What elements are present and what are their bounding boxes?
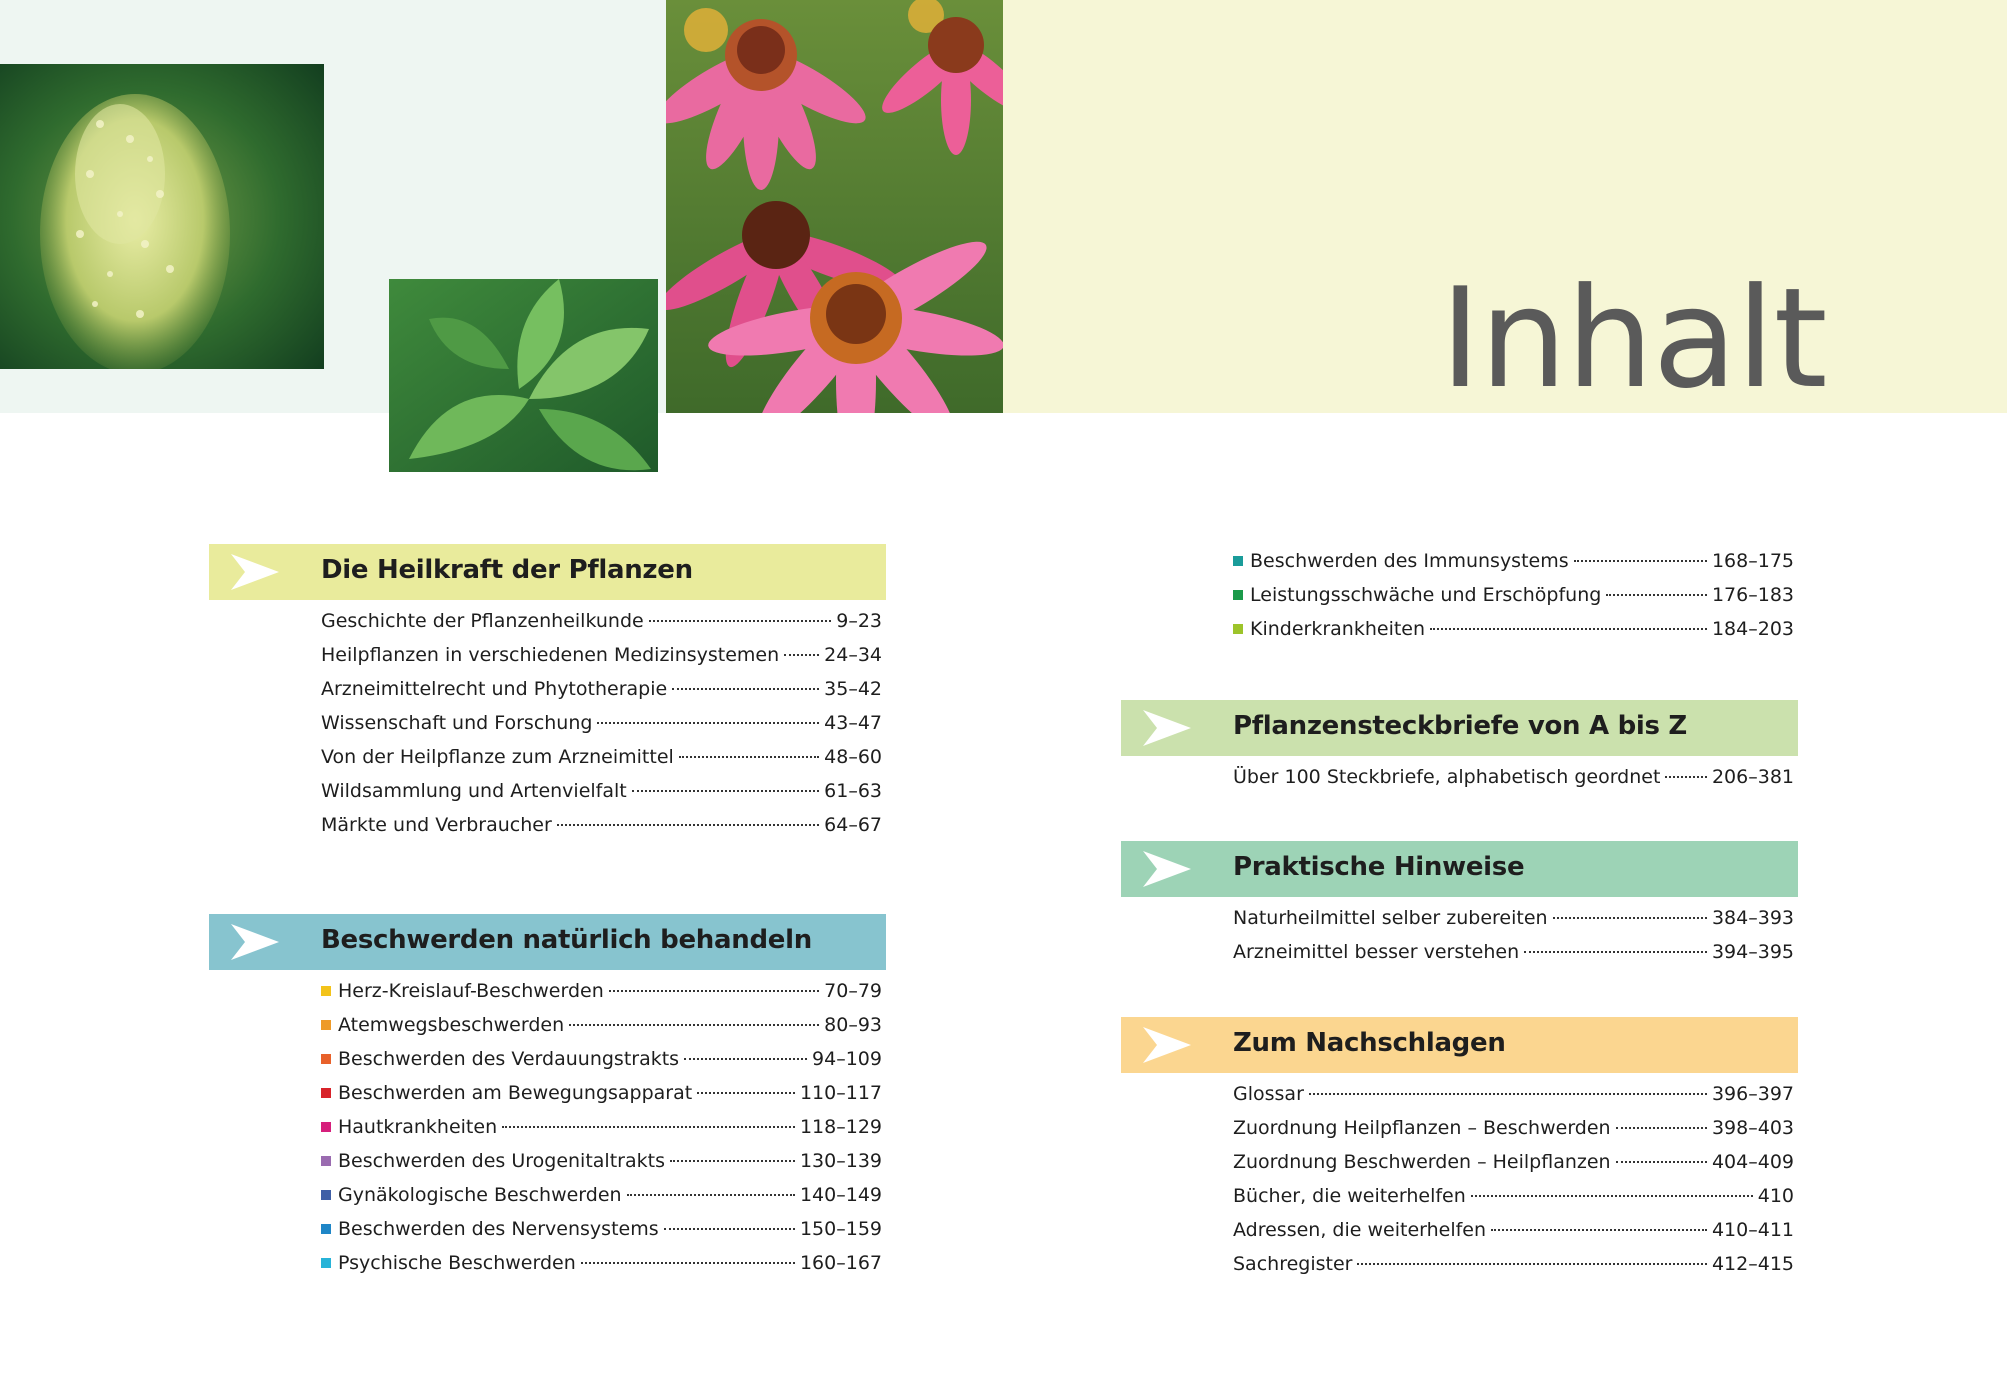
toc-entry[interactable]: Herz-Kreislauf-Beschwerden 70–79 (321, 980, 882, 1014)
color-bullet (321, 1156, 331, 1166)
toc-entry[interactable]: Heilpflanzen in verschiedenen Medizinsystemen 24–34 (321, 644, 882, 666)
color-bullet (1233, 590, 1243, 600)
toc-entry[interactable]: Hautkrankheiten 118–129 (321, 1116, 882, 1150)
toc-entry[interactable]: Arzneimittelrecht und Phytotherapie 35–42 (321, 678, 882, 700)
section-header (209, 914, 886, 970)
toc-list (1233, 550, 1794, 652)
toc-list (1233, 907, 1794, 975)
toc-entry[interactable]: Glossar 396–397 (1233, 1083, 1794, 1105)
toc-entry[interactable]: Kinderkrankheiten 184–203 (1233, 618, 1794, 652)
toc-entry[interactable]: Wildsammlung und Artenvielfalt 61–63 (321, 780, 882, 802)
section-nachschlagen (1121, 1017, 1798, 1287)
toc-entry[interactable]: Psychische Beschwerden 160–167 (321, 1252, 882, 1286)
toc-entry[interactable]: Bücher, die weiterhelfen 410 (1233, 1185, 1794, 1207)
section-praktische-hinweise (1121, 841, 1798, 975)
section-title: Praktische Hinweise (1233, 852, 1525, 882)
toc-entry[interactable]: Adressen, die weiterhelfen 410–411 (1233, 1219, 1794, 1241)
toc-entry[interactable]: Märkte und Verbraucher 64–67 (321, 814, 882, 836)
color-bullet (1233, 556, 1243, 566)
section-title: Beschwerden natürlich behandeln (321, 925, 812, 955)
toc-entry[interactable]: Gynäkologische Beschwerden 140–149 (321, 1184, 882, 1218)
section-header (1121, 1017, 1798, 1073)
arrow-icon (1143, 710, 1191, 746)
color-bullet (321, 1122, 331, 1132)
toc-entry[interactable]: Zuordnung Beschwerden – Heilpflanzen 404–409 (1233, 1151, 1794, 1173)
toc-entry[interactable]: Beschwerden des Immunsystems 168–175 (1233, 550, 1794, 584)
toc-entry[interactable]: Beschwerden des Urogenitaltrakts 130–139 (321, 1150, 882, 1184)
arrow-icon (1143, 851, 1191, 887)
color-bullet (321, 986, 331, 996)
toc-entry[interactable]: Leistungsschwäche und Erschöpfung 176–183 (1233, 584, 1794, 618)
toc-entry[interactable]: Arzneimittel besser verstehen 394–395 (1233, 941, 1794, 963)
section-header (1121, 700, 1798, 756)
color-bullet (321, 1020, 331, 1030)
color-bullet (321, 1088, 331, 1098)
toc-entry[interactable]: Über 100 Steckbriefe, alphabetisch geordnet 206–381 (1233, 766, 1794, 788)
toc-entry[interactable]: Atemwegsbeschwerden 80–93 (321, 1014, 882, 1048)
color-bullet (321, 1190, 331, 1200)
toc-entry[interactable]: Beschwerden des Nervensystems 150–159 (321, 1218, 882, 1252)
section-header (1121, 841, 1798, 897)
mint-leaves-photo (389, 279, 658, 472)
toc-entry[interactable]: Beschwerden des Verdauungstrakts 94–109 (321, 1048, 882, 1082)
flower-spike-photo (0, 64, 324, 369)
toc-entry[interactable]: Geschichte der Pflanzenheilkunde 9–23 (321, 610, 882, 632)
toc-entry[interactable]: Naturheilmittel selber zubereiten 384–393 (1233, 907, 1794, 929)
color-bullet (321, 1224, 331, 1234)
toc-entry[interactable]: Sachregister 412–415 (1233, 1253, 1794, 1275)
toc-list (1233, 766, 1794, 800)
color-bullet (321, 1054, 331, 1064)
section-title: Zum Nachschlagen (1233, 1028, 1506, 1058)
section-heilkraft (209, 544, 886, 848)
arrow-icon (231, 554, 279, 590)
section-beschwerden-continued (1121, 550, 1794, 652)
toc-list (1233, 1083, 1794, 1287)
color-bullet (1233, 624, 1243, 634)
toc-list (321, 610, 882, 848)
arrow-icon (1143, 1027, 1191, 1063)
section-beschwerden (209, 914, 886, 1286)
toc-entry[interactable]: Wissenschaft und Forschung 43–47 (321, 712, 882, 734)
section-steckbriefe (1121, 700, 1798, 800)
section-title: Die Heilkraft der Pflanzen (321, 555, 693, 585)
color-bullet (321, 1258, 331, 1268)
echinacea-photo (666, 0, 1003, 413)
toc-entry[interactable]: Beschwerden am Bewegungsapparat 110–117 (321, 1082, 882, 1116)
page-title: Inhalt (1440, 258, 1827, 419)
toc-list (321, 980, 882, 1286)
toc-entry[interactable]: Von der Heilpflanze zum Arzneimittel 48–60 (321, 746, 882, 768)
arrow-icon (231, 924, 279, 960)
toc-entry[interactable]: Zuordnung Heilpflanzen – Beschwerden 398–403 (1233, 1117, 1794, 1139)
section-title: Pflanzensteckbriefe von A bis Z (1233, 711, 1687, 741)
section-header (209, 544, 886, 600)
